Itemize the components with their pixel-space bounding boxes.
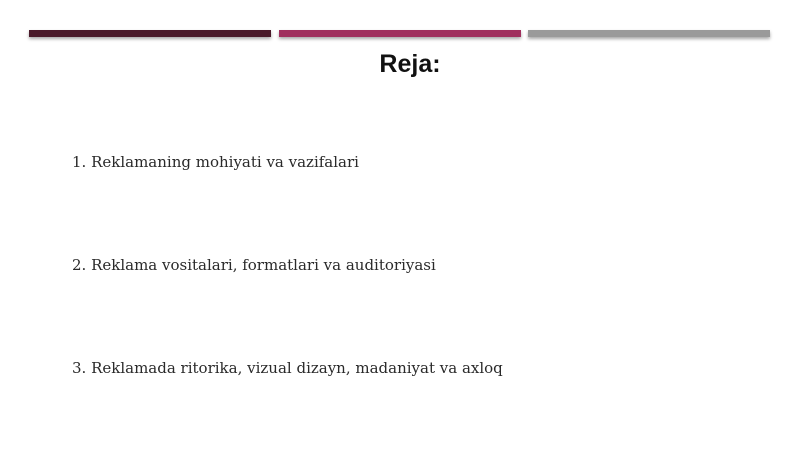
accent-bar-dark xyxy=(29,30,271,37)
accent-bar-gray xyxy=(528,30,770,37)
slide-title: Reja: xyxy=(379,50,441,78)
accent-bar-magenta xyxy=(279,30,521,37)
plan-item-2: 2. Reklama vositalari, formatlari va auditoriyasi xyxy=(72,256,436,274)
plan-item-3: 3. Reklamada ritorika, vizual dizayn, madaniyat va axloq xyxy=(72,359,503,377)
plan-item-1: 1. Reklamaning mohiyati va vazifalari xyxy=(72,153,359,171)
